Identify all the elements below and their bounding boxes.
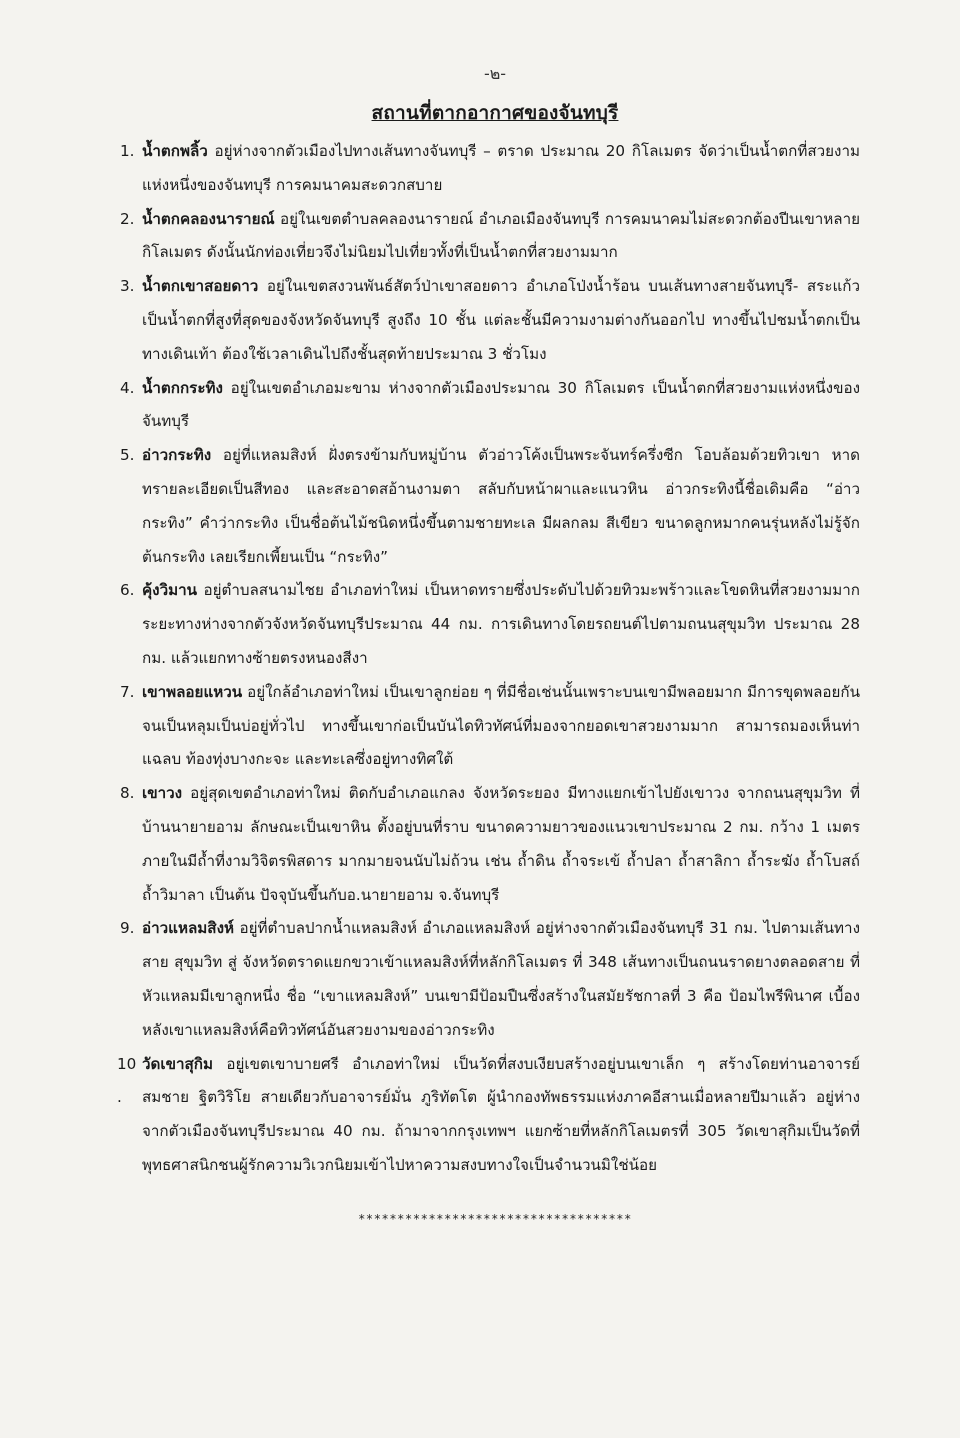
item-description: อยู่ตำบลสนามไชย อำเภอท่าใหม่ เป็นหาดทรายซึ่งประดับไปด้วยทิวมะพร้าวและโขดหินที่สวยงามมาก ระยะทางห่างจากตัวจังหวัดจันทบุรีประมาณ 44 กม. การเดินทางโดยรถยนต์ไปตามถนนสุขุมวิท ประมาณ 28 กม. แล้วแยกทางซ้ายตรงหนองสีงา xyxy=(142,581,860,667)
item-number: 9. xyxy=(120,919,135,938)
item-number: 3. xyxy=(120,277,135,296)
list-item xyxy=(120,777,860,912)
item-description: อยู่เขตเขาบายศรี อำเภอท่าใหม่ เป็นวัดที่สงบเงียบสร้างอยู่บนเขาเล็ก ๆ สร้างโดยท่านอาจารย์สมชาย ฐิตวิริโย สายเดียวกับอาจารย์มั่น ภูริทัตโต ผู้นำกองทัพธรรมแห่งภาคอีสานเมื่อหลายปีมาแล้ว อยู่ห่างจากตัวเมืองจันทบุรีประมาณ 40 กม. ถ้ามาจากกรุงเทพฯ แยกซ้ายที่หลักกิโลเมตรที่ 305 วัดเขาสุกิมเป็นวัดที่พุทธศาสนิกชนผู้รักความวิเวกนิยมเข้าไปหาความสงบทางใจเป็นจำนวนมิใช่น้อย xyxy=(142,1054,861,1174)
item-number: 10. xyxy=(117,1054,137,1107)
item-name: เขาพลอยแหวน xyxy=(142,682,243,701)
item-description: อยู่ในเขตอำเภอมะขาม ห่างจากตัวเมืองประมาณ 30 กิโลเมตร เป็นน้ำตกที่สวยงามแห่งหนึ่งของจันทบุรี xyxy=(142,378,861,431)
item-number: 4. xyxy=(120,378,135,397)
list-item xyxy=(120,270,860,371)
item-name: คุ้งวิมาน xyxy=(142,581,198,600)
list-item xyxy=(120,203,860,271)
item-description: อยู่ใกล้อำเภอท่าใหม่ เป็นเขาลูกย่อย ๆ ที่มีชื่อเช่นนั้นเพราะบนเขามีพลอยมาก มีการขุดพลอยกันจนเป็นหลุมเป็นบ่อยู่ทั่วไป ทางขึ้นเขาก่อเป็นบันไดทิวทัศน์ที่มองจากยอดเขาสวยงามมาก สามารถมองเห็นท่าแฉลบ ท้องทุ่งบางกะจะ และทะเลซึ่งอยู่ทางทิศใต้ xyxy=(142,682,861,769)
item-name: น้ำตกพลิ้ว xyxy=(142,142,208,160)
item-number: 8. xyxy=(120,784,135,803)
item-name: เขาวง xyxy=(142,784,183,803)
item-name: อ่าวกระทิง xyxy=(142,446,212,465)
place-list xyxy=(117,135,861,1183)
list-item xyxy=(117,1048,861,1183)
item-name: น้ำตกคลองนารายณ์ xyxy=(142,209,275,228)
item-description: อยู่ที่แหลมสิงห์ ฝั่งตรงข้ามกับหมู่บ้าน ตัวอ่าวโค้งเป็นพระจันทร์ครึ่งซีก โอบล้อมด้วยทิวเขา หาดทรายละเอียดเป็นสีทอง และสะอาดสอ้านงามตา สลับกับหน้าผาและแนวหิน อ่าวกระทิงนี้ชื่อเดิมคือ “อ่าวกระทิง” คำว่ากระทิง เป็นชื่อต้นไม้ชนิดหนึ่งขึ้นตามชายทะเล มีผลกลม สีเขียว ขนาดลูกหมากคนรุ่นหลังไม่รู้จักต้นกระทิง เลยเรียกเพี้ยนเป็น “กระทิง” xyxy=(142,446,860,566)
item-name: น้ำตกกระทิง xyxy=(142,378,223,397)
item-name: น้ำตกเขาสอยดาว xyxy=(142,277,259,296)
item-description: อยู่สุดเขตอำเภอท่าใหม่ ติดกับอำเภอแกลง จังหวัดระยอง มีทางแยกเข้าไปยังเขาวง จากถนนสุขุมวิท ที่บ้านนายายอาม ลักษณะเป็นเขาหิน ตั้งอยู่บนที่ราบ ขนาดความยาวของแนวเขาประมาณ 2 กม. กว้าง 1 เมตร ภายในมีถ้ำที่งามวิจิตรพิสดาร มากมายจนนับไม่ถ้วน เช่น ถ้ำดิน ถ้ำจระเข้ ถ้ำปลา ถ้ำสาลิกา ถ้ำระฆัง ถ้ำโบสถ์ ถ้ำวิมาลา เป็นต้น ปัจจุบันขึ้นกับอ.นายายอาม จ.จันทบุรี xyxy=(142,784,861,904)
list-item xyxy=(120,574,860,675)
list-item xyxy=(120,135,860,203)
item-number: 2. xyxy=(120,209,135,228)
item-number: 1. xyxy=(120,142,135,160)
item-description: อยู่ในเขตตำบลคลองนารายณ์ อำเภอเมืองจันทบุรี การคมนาคมไม่สะดวกต้องปีนเขาหลายกิโลเมตร ดังนั้นนักท่องเที่ยวจึงไม่นิยมไปเที่ยวทั้งที่เป็นน้ำตกที่สวยงามมาก xyxy=(142,209,860,262)
item-name: วัดเขาสุกิม xyxy=(142,1054,213,1073)
document-title: สถานที่ตากอากาศของจันทบุรี xyxy=(371,102,619,124)
list-item xyxy=(120,372,860,440)
page-number: -๒- xyxy=(483,64,507,83)
list-item xyxy=(120,912,860,1047)
item-description: อยู่ห่างจากตัวเมืองไปทางเส้นทางจันทบุรี – ตราด ประมาณ 20 กิโลเมตร จัดว่าเป็นน้ำตกที่สวยงามแห่งหนึ่งของจันทบุรี การคมนาคมสะดวกสบาย xyxy=(142,142,861,194)
list-item xyxy=(120,676,860,777)
item-name: อ่าวแหลมสิงห์ xyxy=(142,919,234,938)
item-number: 7. xyxy=(120,682,135,701)
item-description: อยู่ที่ตำบลปากน้ำแหลมสิงห์ อำเภอแหลมสิงห์ อยู่ห่างจากตัวเมืองจันทบุรี 31 กม. ไปตามเส้นทางสาย สุขุมวิท สู่ จังหวัดตราดแยกขวาเข้าแหลมสิงห์ที่หลักกิโลเมตร ที่ 348 เส้นทางเป็นถนนราดยางตลอดสาย ที่หัวแหลมมีเขาลูกหนึ่ง ชื่อ “เขาแหลมสิงห์” บนเขามีป้อมปืนซึ่งสร้างในสมัยรัชกาลที่ 3 คือ ป้อมไพรีพินาศ เบื้องหลังเขาแหลมสิงห์คือทิวทัศน์อันสวยงามของอ่าวกระทิง xyxy=(142,919,860,1039)
end-of-document-mark: *********************************** xyxy=(358,1212,632,1226)
item-number: 6. xyxy=(120,581,135,600)
item-number: 5. xyxy=(120,446,135,465)
item-description: อยู่ในเขตสงวนพันธ์สัตว์ป่าเขาสอยดาว อำเภอโป่งน้ำร้อน บนเส้นทางสายจันทบุรี- สระแก้ว เป็นน้ำตกที่สูงที่สุดของจังหวัดจันทบุรี สูงถึง 10 ชั้น แต่ละชั้นมีความงามต่างกันออกไป ทางขึ้นไปชมน้ำตกเป็นทางเดินเท้า ต้องใช้เวลาเดินไปถึงชั้นสุดท้ายประมาณ 3 ชั่วโมง xyxy=(142,277,860,363)
list-item xyxy=(120,439,860,574)
